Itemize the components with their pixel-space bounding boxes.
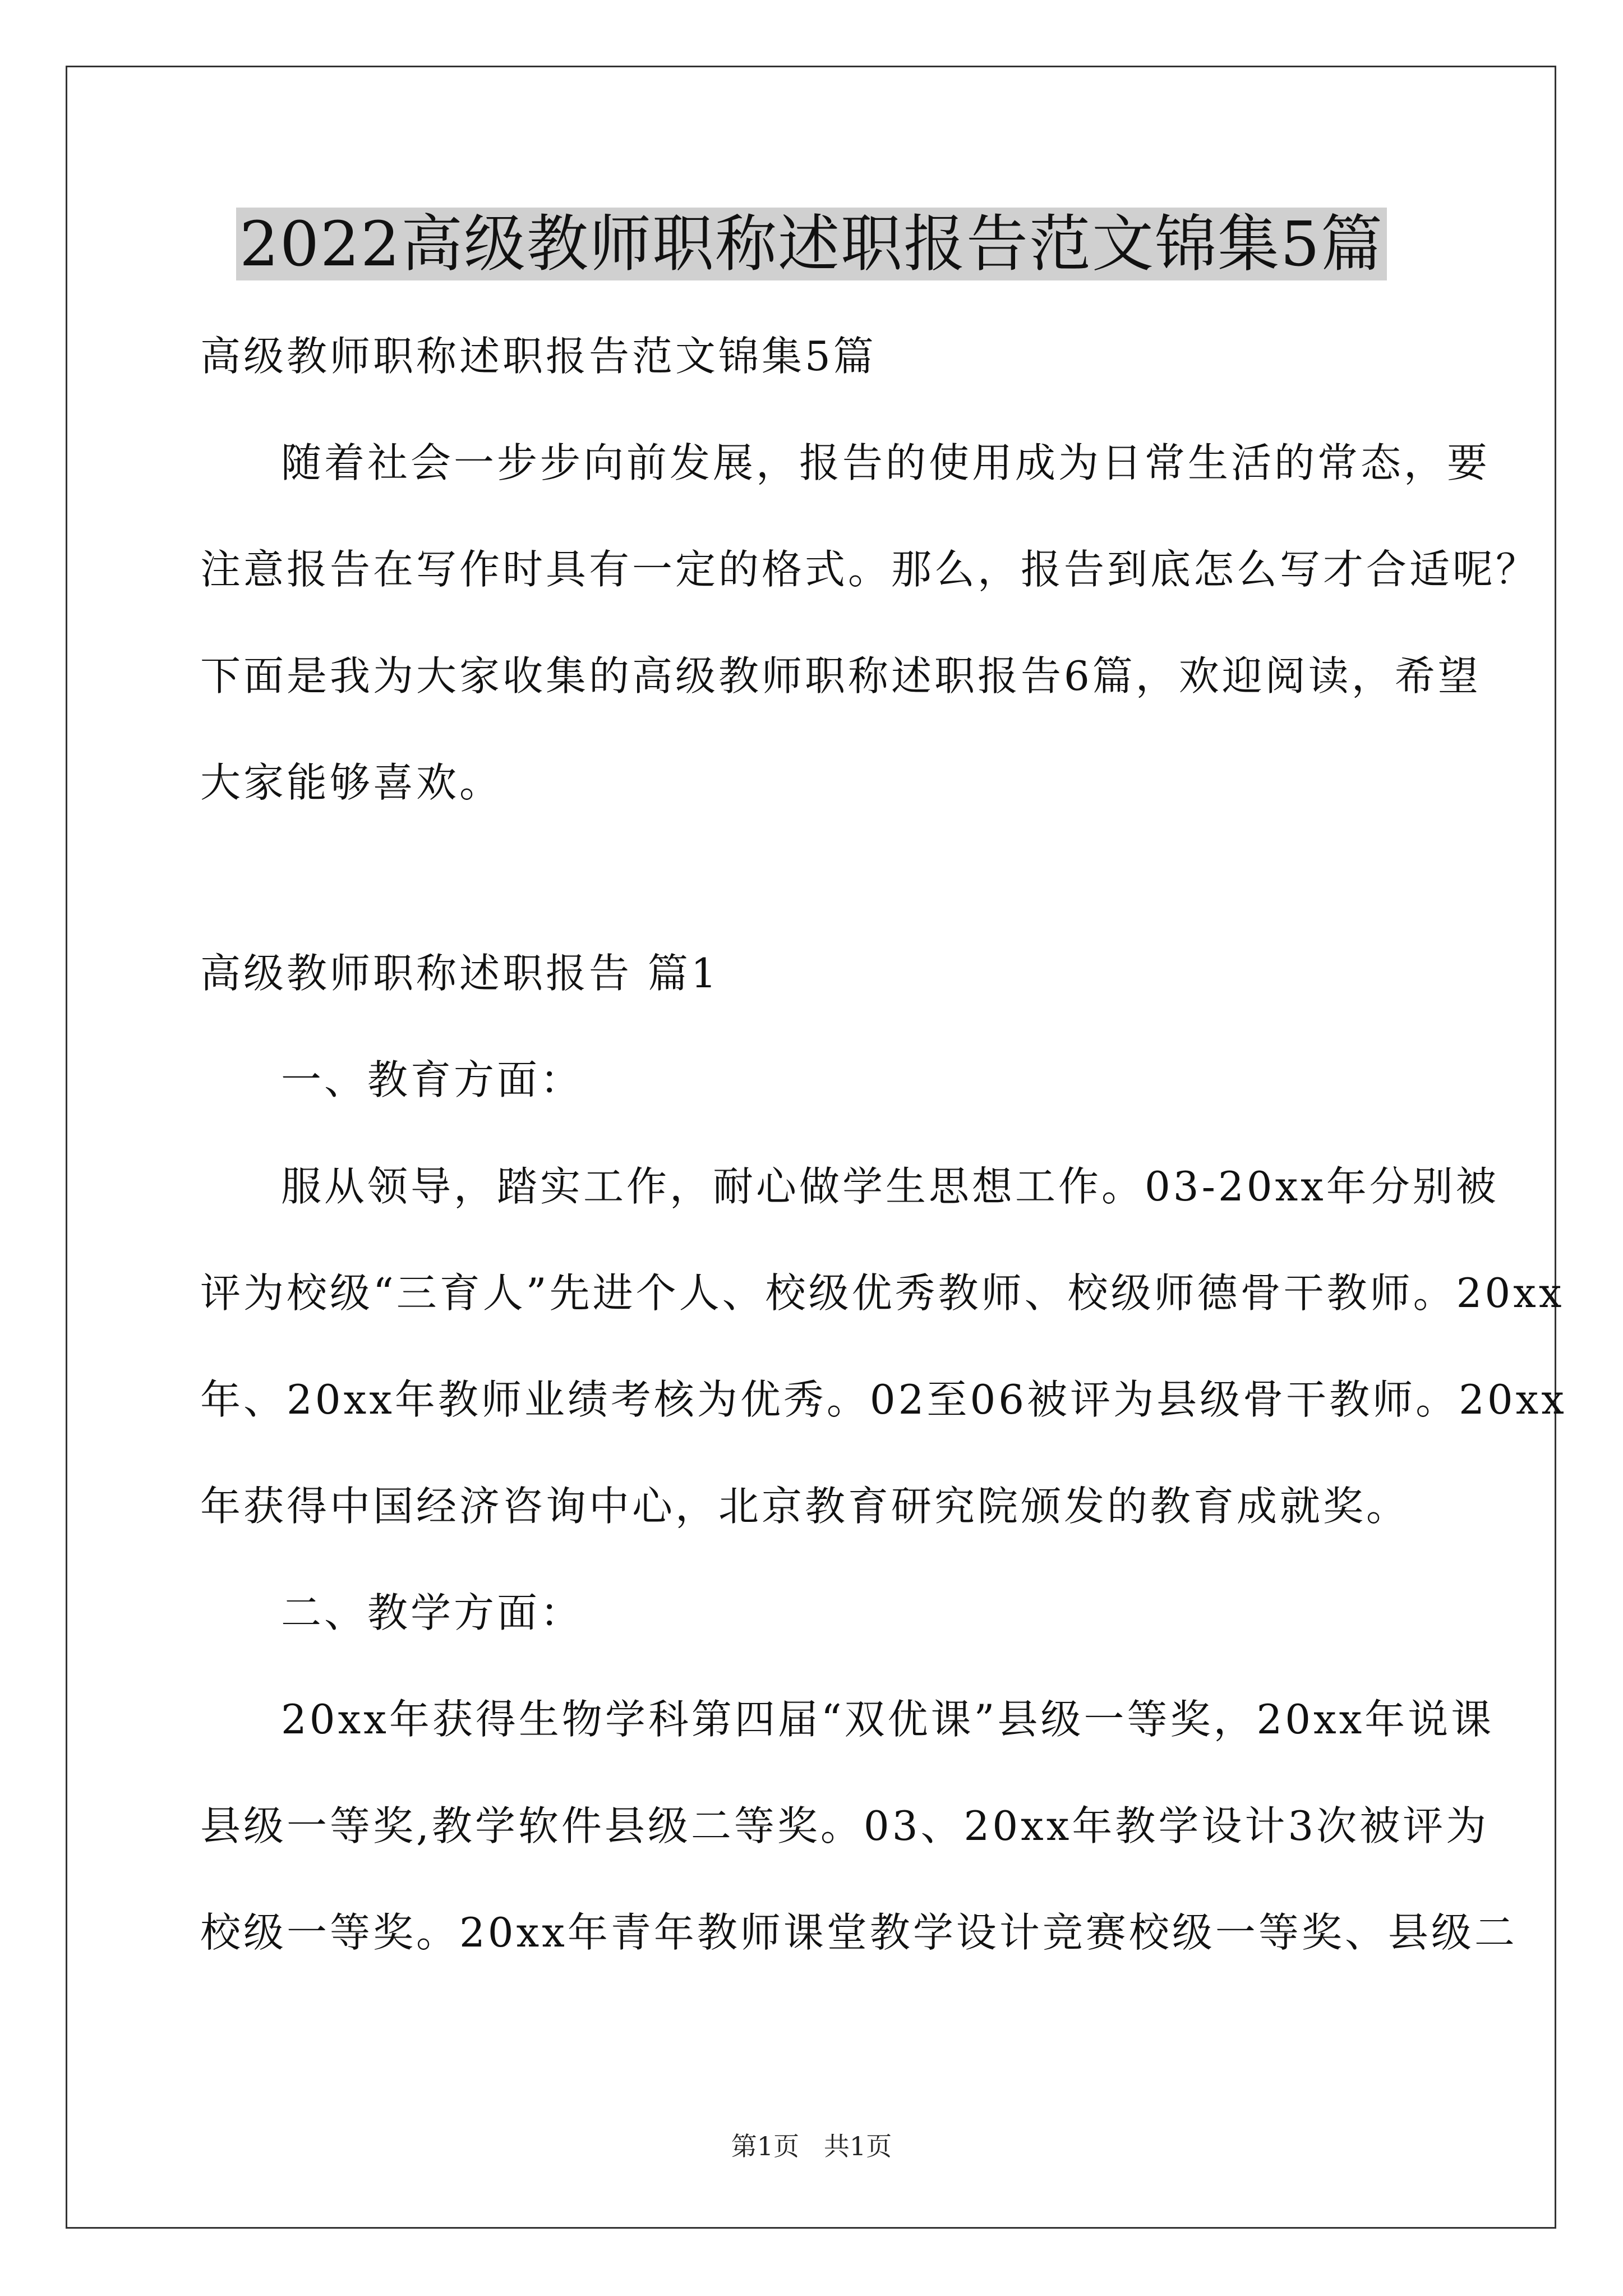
intro-line: 下面是我为大家收集的高级教师职称述职报告6篇，欢迎阅读，希望 (200, 652, 1481, 700)
page-footer: 第1页 共1页 (731, 2131, 892, 2161)
part1-line: 年、20xx年教师业绩考核为优秀。02至06被评为县级骨干教师。20xx (200, 1376, 1567, 1423)
part2-line: 20xx年获得生物学科第四届“双优课”县级一等奖，20xx年说课 (281, 1696, 1495, 1743)
title-wrap (0, 208, 1623, 280)
document-body (200, 303, 1567, 1986)
section-heading: 高级教师职称述职报告 篇1 (200, 950, 720, 997)
document-subtitle: 高级教师职称述职报告范文锦集5篇 (200, 333, 877, 380)
part1-line: 评为校级“三育人”先进个人、校级优秀教师、校级师德骨干教师。20xx (200, 1269, 1565, 1317)
part1-line: 服从领导，踏实工作，耐心做学生思想工作。03-20xx年分别被 (281, 1163, 1499, 1210)
intro-line: 随着社会一步步向前发展，报告的使用成为日常生活的常态，要 (281, 439, 1491, 486)
part1-line: 年获得中国经济咨询中心，北京教育研究院颁发的教育成就奖。 (200, 1483, 1410, 1530)
intro-line: 大家能够喜欢。 (200, 759, 503, 806)
part2-line: 校级一等奖。20xx年青年教师课堂教学设计竞赛校级一等奖、县级二 (200, 1909, 1518, 1956)
paragraph-spacer (200, 836, 1434, 920)
intro-line: 注意报告在写作时具有一定的格式。那么，报告到底怎么写才合适呢？ (200, 546, 1539, 593)
part1-heading: 一、教育方面： (281, 1056, 584, 1103)
document-title: 2022高级教师职称述职报告范文锦集5篇 (236, 208, 1387, 280)
part2-line: 县级一等奖,教学软件县级二等奖。03、20xx年教学设计3次被评为 (200, 1802, 1490, 1849)
part2-heading: 二、教学方面： (281, 1589, 584, 1636)
